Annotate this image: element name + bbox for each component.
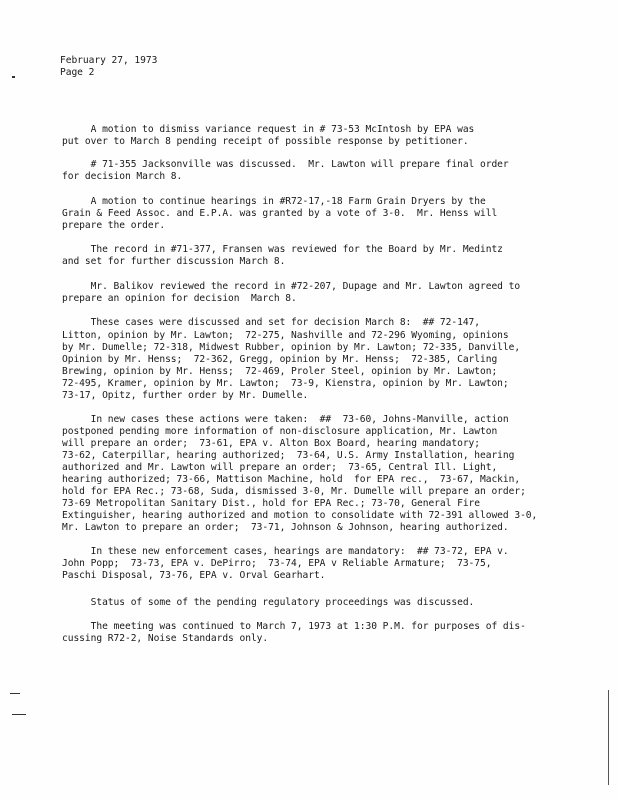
scan-mark <box>12 714 26 715</box>
paragraph-line: John Popp; 73-73, EPA v. DePirro; 73-74, EPA v Reliable Armature; 73-75, <box>62 558 492 569</box>
scan-mark <box>10 693 20 694</box>
paragraph-line: The record in #71-377, Fransen was reviewed for the Board by Mr. Medintz <box>62 244 503 255</box>
paragraph-line: 72-495, Kramer, opinion by Mr. Lawton; 73-9, Kienstra, opinion by Mr. Lawton; <box>62 378 509 389</box>
paragraph-line: In new cases these actions were taken: ## 73-60, Johns-Manville, action <box>62 414 509 425</box>
header-page-number: Page 2 <box>60 67 95 78</box>
paragraph-line: put over to March 8 pending receipt of possible response by petitioner. <box>62 136 469 147</box>
paragraph-line: Brewing, opinion by Mr. Henss; 72-469, Proler Steel, opinion by Mr. Lawton; <box>62 366 498 377</box>
paragraph-line: authorized and Mr. Lawton will prepare an order; 73-65, Central Ill. Light, <box>62 462 498 473</box>
paragraph-line: 73-17, Opitz, further order by Mr. Dumelle. <box>62 390 309 401</box>
paragraph-line: postponed pending more information of non-disclosure application, Mr. Lawton <box>62 426 498 437</box>
paragraph-line: The meeting was continued to March 7, 1973 at 1:30 P.M. for purposes of dis- <box>62 621 526 632</box>
paragraph-line: cussing R72-2, Noise Standards only. <box>62 633 269 644</box>
paragraph-line: A motion to dismiss variance request in # 73-53 McIntosh by EPA was <box>62 124 475 135</box>
paragraph-line: 73-69 Metropolitan Sanitary Dist., hold for EPA Rec.; 73-70, General Fire <box>62 498 480 509</box>
paragraph-line: hold for EPA Rec.; 73-68, Suda, dismissed 3-0, Mr. Dumelle will prepare an order; <box>62 486 526 497</box>
paragraph-line: In these new enforcement cases, hearings are mandatory: ## 73-72, EPA v. <box>62 546 509 557</box>
paragraph-line: # 71-355 Jacksonville was discussed. Mr. Lawton will prepare final order <box>62 159 509 170</box>
paragraph-line: 73-62, Caterpillar, hearing authorized; 73-64, U.S. Army Installation, hearing <box>62 450 515 461</box>
paragraph-line: will prepare an order; 73-61, EPA v. Alton Box Board, hearing mandatory; <box>62 438 480 449</box>
paragraph-line: for decision March 8. <box>62 171 183 182</box>
header-date: February 27, 1973 <box>60 55 158 66</box>
paragraph-line: Extinguisher, hearing authorized and motion to consolidate with 72-391 allowed 3-0, <box>62 510 538 521</box>
scan-speck <box>12 76 15 78</box>
paragraph-line: and set for further discussion March 8. <box>62 256 286 267</box>
paragraph-line: prepare an opinion for decision March 8. <box>62 293 297 304</box>
paragraph-line: Mr. Lawton to prepare an order; 73-71, Johnson & Johnson, hearing authorized. <box>62 522 509 533</box>
paragraph-line: These cases were discussed and set for decision March 8: ## 72-147, <box>62 317 480 328</box>
paragraph-line: Grain & Feed Assoc. and E.P.A. was granted by a vote of 3-0. Mr. Henss will <box>62 208 498 219</box>
paragraph-line: Mr. Balikov reviewed the record in #72-207, Dupage and Mr. Lawton agreed to <box>62 281 521 292</box>
paragraph-line: prepare the order. <box>62 220 166 231</box>
paragraph-line: hearing authorized; 73-66, Mattison Machine, hold for EPA rec., 73-67, Mackin, <box>62 474 521 485</box>
paragraph-line: A motion to continue hearings in #R72-17,-18 Farm Grain Dryers by the <box>62 196 486 207</box>
paragraph-line: Status of some of the pending regulatory proceedings was discussed. <box>62 597 475 608</box>
paragraph-line: Litton, opinion by Mr. Lawton; 72-275, Nashville and 72-296 Wyoming, opinions <box>62 330 509 341</box>
paragraph-line: Opinion by Mr. Henss; 72-362, Gregg, opinion by Mr. Henss; 72-385, Carling <box>62 354 498 365</box>
page-edge-mark <box>608 690 609 785</box>
paragraph-line: by Mr. Dumelle; 72-318, Midwest Rubber, opinion by Mr. Lawton; 72-335, Danville, <box>62 342 521 353</box>
paragraph-line: Paschi Disposal, 73-76, EPA v. Orval Gearhart. <box>62 570 326 581</box>
